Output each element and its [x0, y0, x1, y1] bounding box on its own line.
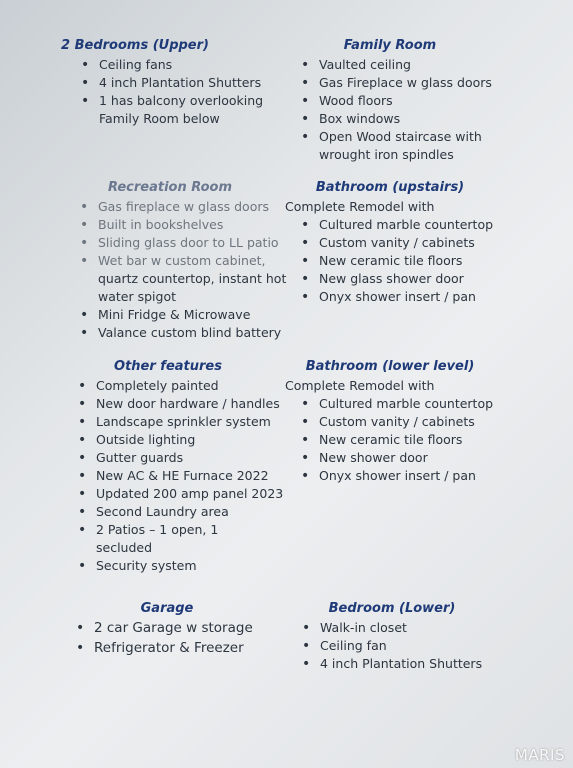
section-lead: Complete Remodel with	[285, 378, 435, 393]
list-item: • Gas fireplace w glass doors	[80, 198, 350, 216]
list-item-continued: water spigot	[98, 289, 176, 304]
list-item: • 2 Patios – 1 open, 1	[78, 521, 348, 539]
list-item: • Cultured marble countertop	[301, 395, 555, 413]
section-title: Family Room	[343, 38, 437, 53]
list-item: • Mini Fridge & Microwave	[80, 306, 350, 324]
list-item: • 4 inch Plantation Shutters	[302, 655, 572, 673]
list-item: • Wood floors	[301, 92, 570, 110]
feature-list	[301, 395, 555, 485]
list-item: • Wet bar w custom cabinet,	[80, 252, 350, 270]
list-item: • Gutter guards	[78, 449, 348, 467]
list-item: • Sliding glass door to LL patio	[80, 234, 350, 252]
list-item: • Built in bookshelves	[80, 216, 350, 234]
section-bedroom-lower	[302, 601, 572, 673]
list-item: • New ceramic tile floors	[301, 431, 555, 449]
feature-list	[301, 216, 555, 306]
section-title: Bathroom (upstairs)	[315, 180, 465, 195]
list-item: • Onyx shower insert / pan	[301, 288, 555, 306]
section-title: Recreation Room	[107, 180, 233, 195]
list-item: • Ceiling fan	[302, 637, 572, 655]
list-item: • Second Laundry area	[78, 503, 348, 521]
list-item: • New door hardware / handles	[78, 395, 348, 413]
list-item: • Custom vanity / cabinets	[301, 234, 555, 252]
list-item: • Ceiling fans	[81, 56, 305, 74]
list-item-continued: Family Room below	[99, 111, 220, 126]
list-item: • Outside lighting	[78, 431, 348, 449]
section-bathroom-upstairs	[285, 180, 555, 306]
section-lead: Complete Remodel with	[285, 199, 435, 214]
section-title: Other features	[114, 359, 222, 374]
list-item: • Custom vanity / cabinets	[301, 413, 555, 431]
list-item: • Onyx shower insert / pan	[301, 467, 555, 485]
feature-list	[301, 56, 570, 164]
section-family-room	[300, 38, 570, 164]
section-bedrooms-upper	[35, 38, 305, 128]
list-item: • Completely painted	[78, 377, 348, 395]
list-item: • Security system	[78, 557, 348, 575]
list-item: • New ceramic tile floors	[301, 252, 555, 270]
list-item: • Walk-in closet	[302, 619, 572, 637]
list-item: • Cultured marble countertop	[301, 216, 555, 234]
list-item-continued: wrought iron spindles	[319, 147, 454, 162]
list-item-continued: secluded	[96, 540, 153, 555]
watermark-logo: MARIS	[514, 746, 565, 764]
section-title: 2 Bedrooms (Upper)	[61, 38, 209, 53]
list-item: • 2 car Garage w storage	[76, 619, 346, 639]
list-item: • 4 inch Plantation Shutters	[81, 74, 305, 92]
list-item: • Box windows	[301, 110, 570, 128]
list-item: • New shower door	[301, 449, 555, 467]
list-item: • Landscape sprinkler system	[78, 413, 348, 431]
section-title: Bathroom (lower level)	[305, 359, 475, 374]
list-item: • New glass shower door	[301, 270, 555, 288]
list-item-continued: quartz countertop, instant hot	[98, 271, 287, 286]
list-item: • Vaulted ceiling	[301, 56, 570, 74]
section-title: Garage	[140, 601, 194, 616]
list-item: • Refrigerator & Freezer	[76, 639, 346, 659]
list-item: • 1 has balcony overlooking	[81, 92, 305, 110]
section-title: Bedroom (Lower)	[328, 601, 456, 616]
list-item: • New AC & HE Furnace 2022	[78, 467, 348, 485]
feature-list	[302, 619, 572, 673]
list-item: • Updated 200 amp panel 2023	[78, 485, 348, 503]
section-bathroom-lower	[285, 359, 555, 485]
list-item: • Open Wood staircase with	[301, 128, 570, 146]
list-item: • Valance custom blind battery	[80, 324, 350, 342]
list-item: • Gas Fireplace w glass doors	[301, 74, 570, 92]
feature-list	[81, 56, 305, 128]
